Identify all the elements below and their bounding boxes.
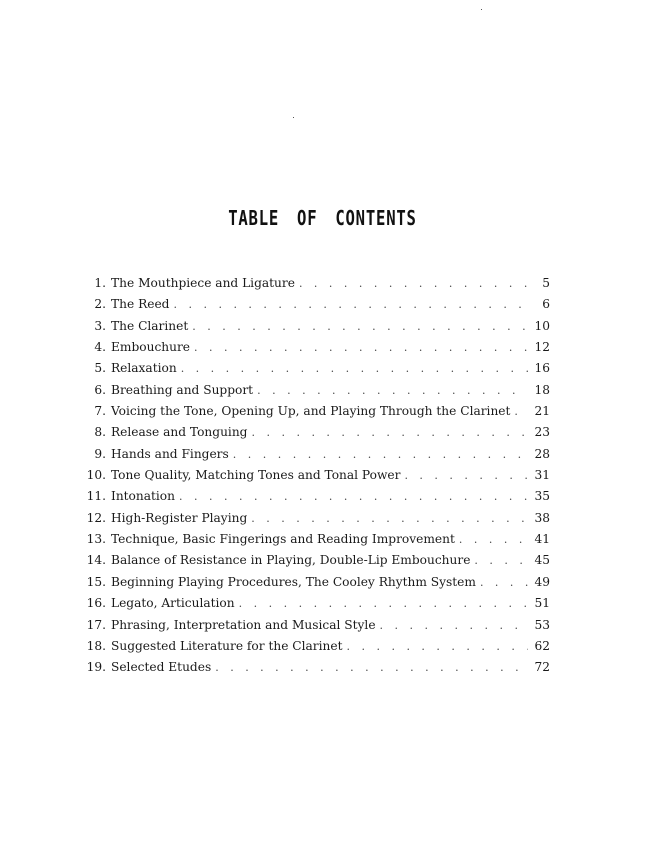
- entry-title: Hands and Fingers: [111, 446, 229, 461]
- entry-page-number: 21: [534, 404, 550, 419]
- entry-number: 12.: [86, 510, 106, 525]
- entry-page-number: 72: [534, 660, 550, 675]
- toc-entry: [80, 596, 550, 617]
- toc-entry: [80, 319, 550, 340]
- dot-leader: [480, 576, 528, 589]
- scan-speck: [481, 9, 482, 10]
- entry-page-number: 28: [534, 446, 550, 461]
- dot-leader: [173, 298, 528, 311]
- dot-leader: [257, 384, 528, 397]
- entry-title: Voicing the Tone, Opening Up, and Playing Through the Clarinet: [111, 404, 511, 419]
- entry-page-number: 5: [542, 276, 550, 290]
- dot-leader: [194, 341, 528, 354]
- entry-title: Breathing and Support: [111, 382, 254, 397]
- entry-page-number: 31: [534, 468, 550, 483]
- dot-leader: [251, 512, 528, 525]
- entry-number: 15.: [86, 574, 106, 589]
- toc-entry: [80, 447, 550, 468]
- toc-entry: [80, 639, 550, 660]
- toc-entry: [80, 511, 550, 532]
- entry-page-number: 53: [534, 617, 550, 632]
- entry-title: Tone Quality, Matching Tones and Tonal Power: [111, 468, 401, 483]
- entry-title: Relaxation: [111, 361, 177, 376]
- entry-number: 6.: [94, 382, 106, 397]
- entry-title: Intonation: [111, 489, 175, 504]
- entry-number: 14.: [86, 553, 106, 568]
- entry-title: Selected Etudes: [111, 660, 212, 675]
- toc-entry: [80, 276, 550, 297]
- entry-title: Balance of Resistance in Playing, Double-Lip Embouchure: [111, 553, 471, 568]
- entry-number: 8.: [94, 425, 106, 440]
- entry-number: 13.: [86, 532, 106, 547]
- entry-title: The Clarinet: [111, 318, 189, 333]
- page-title: TABLE OF CONTENTS: [228, 206, 417, 230]
- entry-page-number: 45: [534, 553, 550, 568]
- dot-leader: [346, 640, 528, 653]
- toc-entry: [80, 383, 550, 404]
- entry-page-number: 6: [542, 297, 550, 312]
- entry-number: 19.: [86, 660, 106, 675]
- toc-entry: [80, 575, 550, 596]
- entry-number: 18.: [86, 638, 106, 653]
- entry-number: 9.: [94, 446, 106, 461]
- dot-leader: [514, 405, 528, 418]
- toc-entry: [80, 489, 550, 510]
- dot-leader: [181, 362, 528, 375]
- entry-number: 4.: [94, 340, 106, 355]
- dot-leader: [192, 320, 528, 333]
- dot-leader: [239, 597, 528, 610]
- entry-title: Suggested Literature for the Clarinet: [111, 638, 343, 653]
- toc-entry: [80, 532, 550, 553]
- dot-leader: [404, 469, 528, 482]
- dot-leader: [380, 619, 528, 632]
- dot-leader: [299, 277, 528, 290]
- toc-entry: [80, 618, 550, 639]
- entry-page-number: 38: [534, 510, 550, 525]
- entry-page-number: 10: [534, 318, 550, 333]
- entry-title: High-Register Playing: [111, 510, 248, 525]
- entry-title: Technique, Basic Fingerings and Reading Improvement: [111, 532, 455, 547]
- scan-speck: [293, 117, 294, 118]
- dot-leader: [459, 533, 528, 546]
- entry-page-number: 23: [534, 425, 550, 440]
- entry-number: 10.: [86, 468, 106, 483]
- toc-entry: [80, 425, 550, 446]
- entry-page-number: 51: [534, 596, 550, 611]
- dot-leader: [179, 490, 528, 503]
- toc-entry: [80, 468, 550, 489]
- entry-page-number: 12: [534, 340, 550, 355]
- entry-title: Release and Tonguing: [111, 425, 248, 440]
- entry-page-number: 49: [534, 574, 550, 589]
- entry-title: The Mouthpiece and Ligature: [111, 276, 295, 290]
- entry-title: Beginning Playing Procedures, The Cooley Rhythm System: [111, 574, 476, 589]
- entry-page-number: 62: [534, 638, 550, 653]
- entry-title: Phrasing, Interpretation and Musical Style: [111, 617, 376, 632]
- entry-number: 5.: [94, 361, 106, 376]
- entry-title: Legato, Articulation: [111, 596, 235, 611]
- entry-number: 2.: [94, 297, 106, 312]
- toc-entry: [80, 297, 550, 318]
- entry-title: The Reed: [111, 297, 170, 312]
- toc-entry: [80, 660, 550, 681]
- entry-number: 11.: [86, 489, 106, 504]
- toc-entry: [80, 340, 550, 361]
- entry-number: 16.: [86, 596, 106, 611]
- entry-number: 17.: [86, 617, 106, 632]
- dot-leader: [233, 448, 528, 461]
- entry-page-number: 18: [534, 382, 550, 397]
- entry-number: 1.: [94, 276, 106, 290]
- dot-leader: [215, 661, 528, 674]
- entry-number: 7.: [94, 404, 106, 419]
- entry-page-number: 35: [534, 489, 550, 504]
- toc-entry: [80, 553, 550, 574]
- entry-page-number: 41: [534, 532, 550, 547]
- entry-number: 3.: [94, 318, 106, 333]
- entry-title: Embouchure: [111, 340, 191, 355]
- entry-page-number: 16: [534, 361, 550, 376]
- dot-leader: [251, 426, 528, 439]
- dot-leader: [474, 554, 528, 567]
- toc-entry: [80, 404, 550, 425]
- table-of-contents: [80, 276, 550, 682]
- toc-entry: [80, 361, 550, 382]
